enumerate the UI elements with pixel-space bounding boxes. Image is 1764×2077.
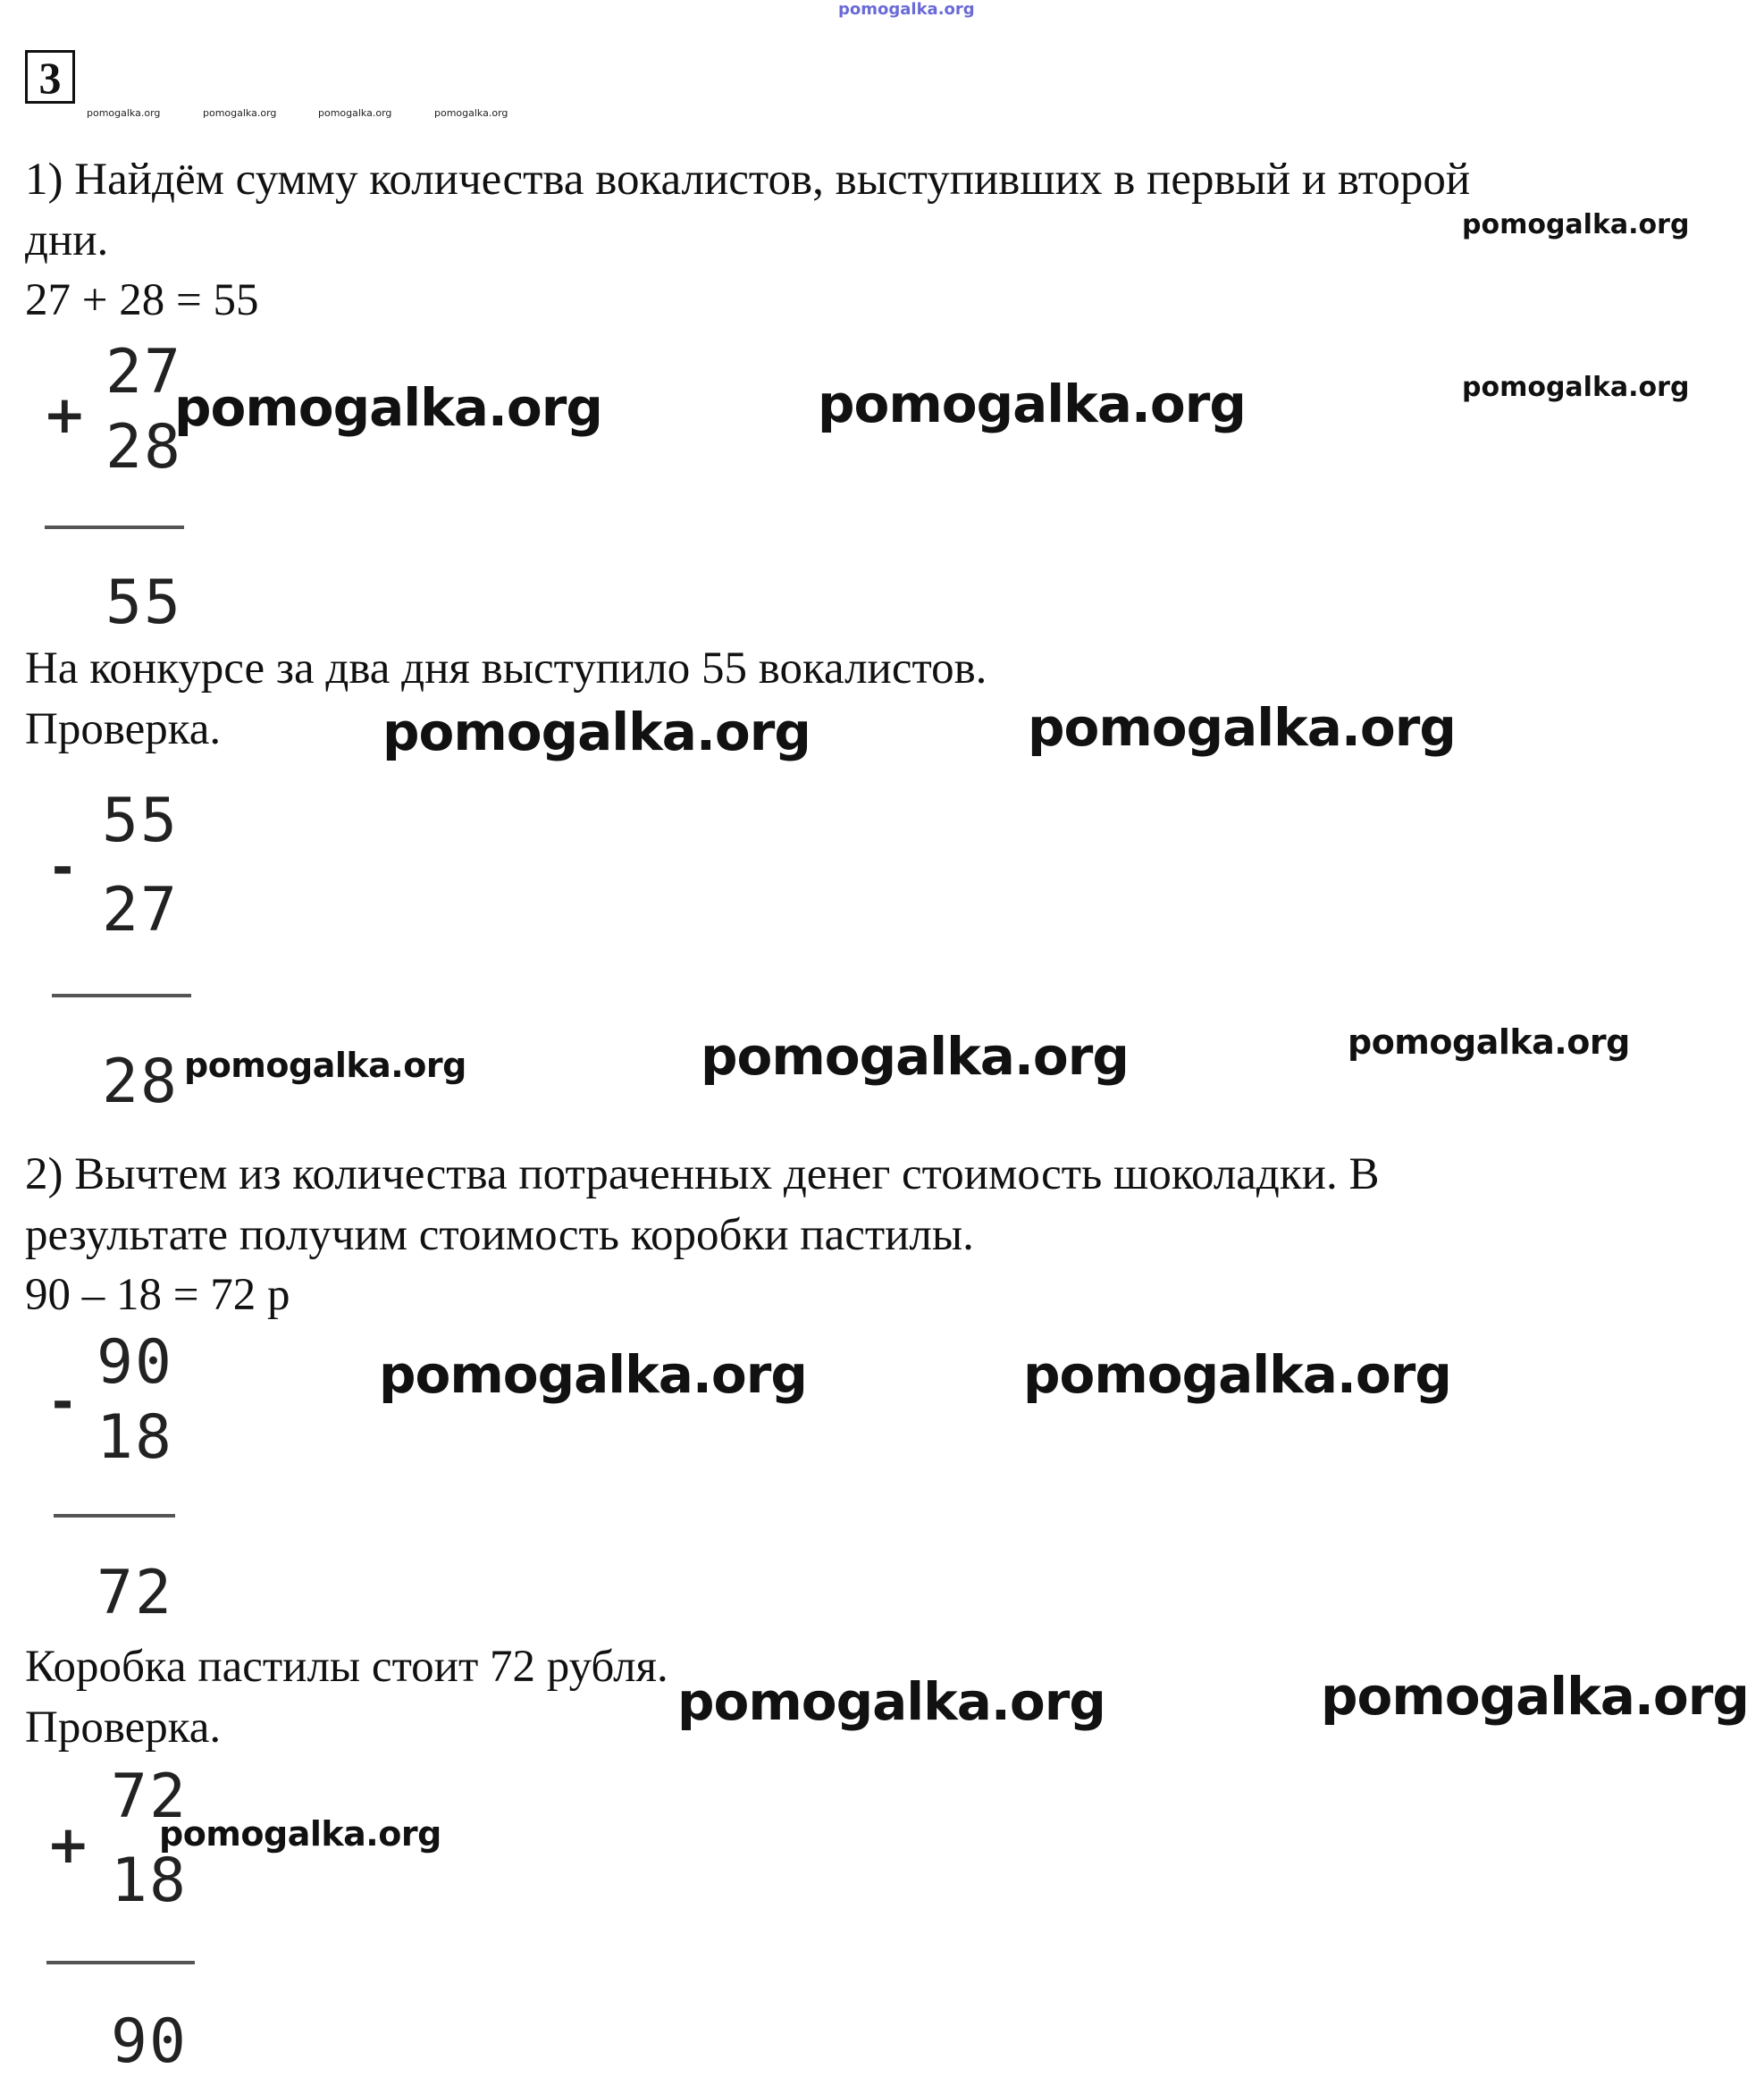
- part1-column-result: 55: [105, 568, 182, 638]
- part1-check-bottom: 27: [102, 875, 179, 946]
- watermark-big-7: pomogalka.org: [1023, 1344, 1451, 1405]
- part2-equation: 90 – 18 = 72 р: [25, 1270, 290, 1320]
- watermark-mid-2: pomogalka.org: [1348, 1022, 1630, 1062]
- part2-column-bottom: 18: [97, 1402, 173, 1473]
- part2-check-bottom: 18: [111, 1846, 188, 1916]
- part2-check-label: Проверка.: [25, 1703, 222, 1753]
- part2-check-operator: +: [46, 1814, 90, 1875]
- watermark-big-4: pomogalka.org: [1028, 697, 1456, 758]
- watermark-big-2: pomogalka.org: [818, 374, 1246, 434]
- watermark-small-1: pomogalka.org: [1462, 209, 1690, 240]
- watermark-tiny-4: pomogalka.org: [434, 107, 508, 119]
- part2-check-rule: [46, 1961, 195, 1964]
- part1-intro-line1: 1) Найдём сумму количества вокалистов, выступивших в первый и второй: [25, 155, 1471, 205]
- part2-column-rule: [54, 1514, 175, 1518]
- watermark-small-2: pomogalka.org: [1462, 372, 1690, 403]
- part1-column-top: 27: [105, 337, 182, 408]
- watermark-big-3: pomogalka.org: [382, 702, 811, 762]
- watermark-tiny-2: pomogalka.org: [203, 107, 277, 119]
- watermark-big-5: pomogalka.org: [701, 1026, 1129, 1087]
- watermark-big-8: pomogalka.org: [677, 1671, 1105, 1732]
- part2-intro-line2: результате получим стоимость коробки пастилы.: [25, 1210, 974, 1260]
- watermark-tiny-1: pomogalka.org: [87, 107, 161, 119]
- watermark-tiny-3: pomogalka.org: [318, 107, 392, 119]
- task-number-box: 3: [25, 50, 75, 104]
- watermark-big-9: pomogalka.org: [1321, 1666, 1749, 1727]
- part1-check-operator: -: [52, 837, 74, 897]
- part1-equation: 27 + 28 = 55: [25, 275, 259, 325]
- watermark-top: pomogalka.org: [838, 0, 975, 19]
- part1-column-bottom: 28: [105, 412, 182, 483]
- part1-check-rule: [52, 994, 191, 997]
- part2-column-result: 72: [97, 1558, 173, 1628]
- part1-answer: На конкурсе за два дня выступило 55 вокалистов.: [25, 643, 987, 694]
- part2-answer: Коробка пастилы стоит 72 рубля.: [25, 1642, 668, 1692]
- part2-check-top: 72: [111, 1762, 188, 1832]
- part1-intro-line2: дни.: [25, 215, 109, 265]
- part2-column-operator: -: [52, 1371, 74, 1432]
- watermark-mid-1: pomogalka.org: [184, 1046, 466, 1085]
- part1-check-label: Проверка.: [25, 704, 222, 754]
- part2-check-result: 90: [111, 2006, 188, 2077]
- watermark-big-1: pomogalka.org: [174, 377, 602, 438]
- part2-column-top: 90: [97, 1327, 173, 1398]
- part1-check-result: 28: [102, 1047, 179, 1117]
- part2-intro-line1: 2) Вычтем из количества потраченных денег стоимость шоколадки. В: [25, 1149, 1380, 1199]
- part1-column-operator: +: [43, 384, 87, 445]
- watermark-big-6: pomogalka.org: [379, 1344, 807, 1405]
- watermark-mid-3: pomogalka.org: [159, 1814, 441, 1854]
- part1-column-rule: [45, 526, 184, 529]
- part1-check-top: 55: [102, 786, 179, 856]
